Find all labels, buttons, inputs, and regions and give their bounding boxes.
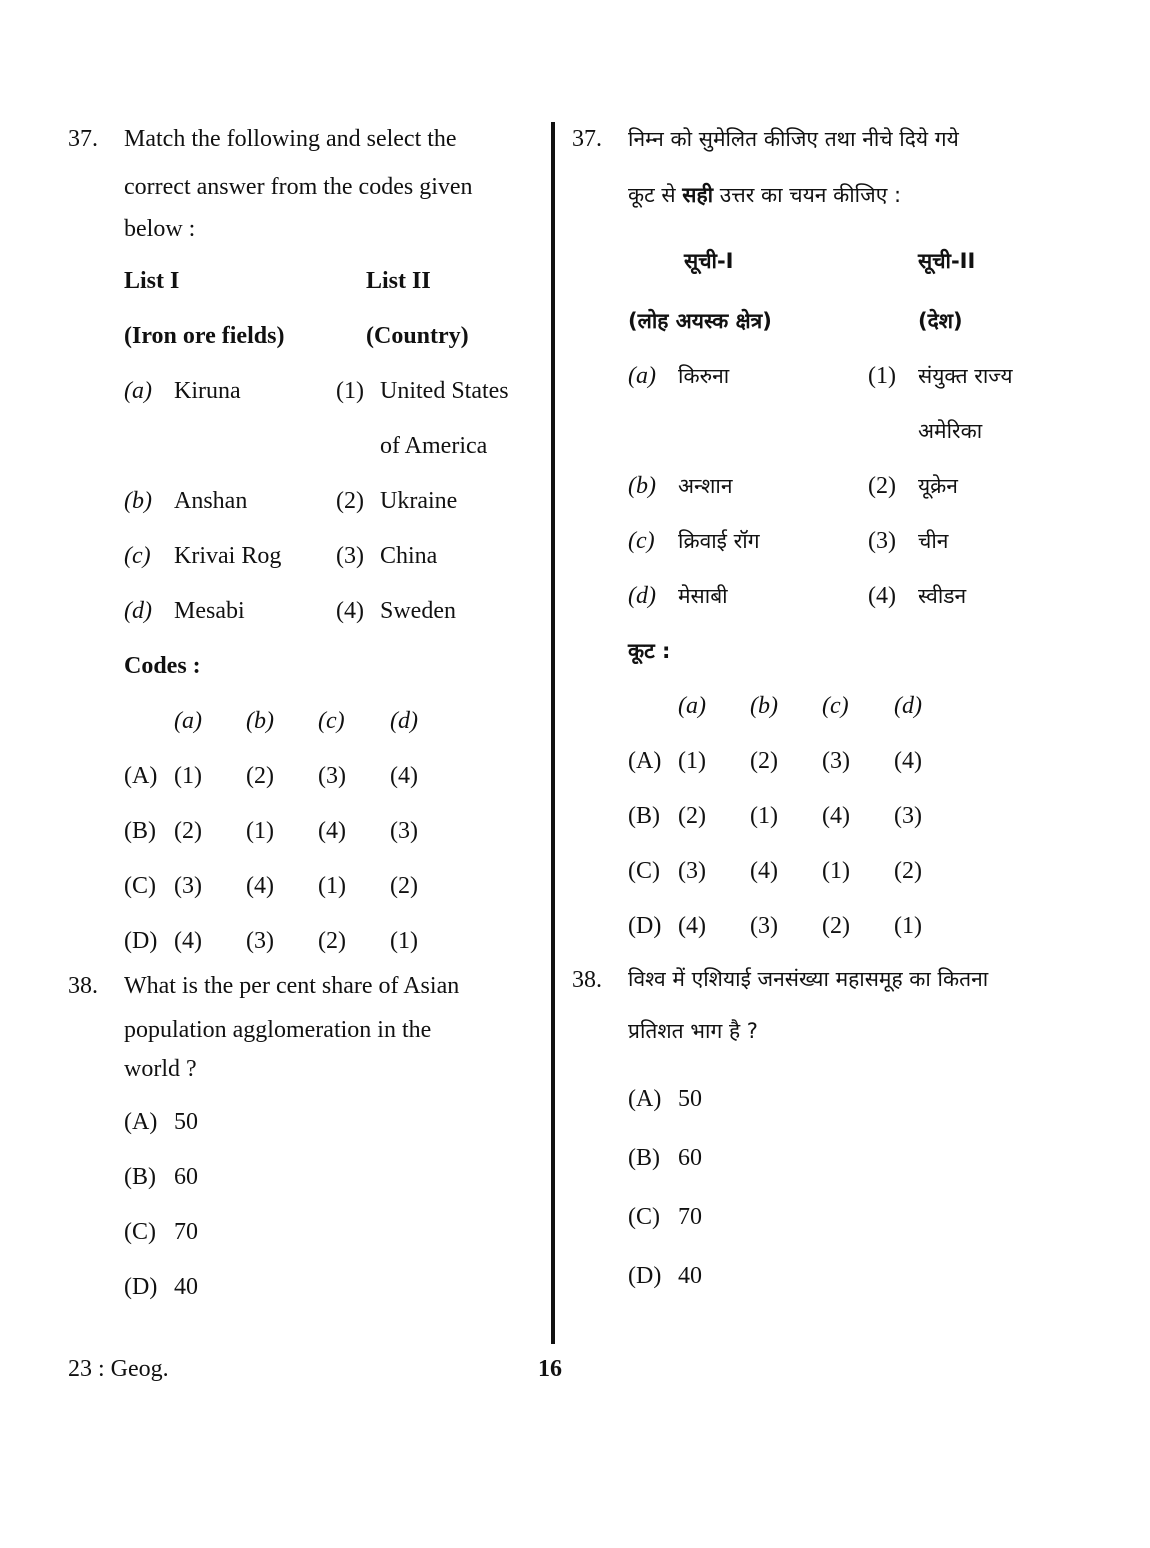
- stem-line: प्रतिशत भाग है ?: [628, 1019, 758, 1043]
- stem-line: below :: [124, 216, 196, 242]
- option-value: 50: [174, 1108, 198, 1135]
- page-number: 16: [538, 1356, 562, 1382]
- option-value: 60: [174, 1163, 198, 1190]
- codes-header: (c): [318, 707, 345, 734]
- match-pair: [628, 458, 1042, 513]
- option-value: 70: [174, 1218, 198, 1245]
- stem-line: correct answer from the codes given: [124, 174, 473, 200]
- codes-title-row: [628, 623, 1042, 678]
- match-pair-continuation: [124, 418, 538, 473]
- pair-number: (4): [868, 582, 896, 609]
- pair-left: Anshan: [174, 487, 248, 514]
- code-value: (1): [246, 817, 274, 844]
- match-pair: [124, 473, 538, 528]
- match-pair: [628, 348, 1042, 403]
- pair-right: China: [380, 542, 438, 569]
- code-option-label: (D): [628, 912, 662, 939]
- stem-text: कूट से: [628, 183, 683, 207]
- code-value: (3): [750, 912, 778, 939]
- hindi-column: [572, 115, 1042, 1305]
- pair-right-continuation: अमेरिका: [918, 418, 983, 443]
- code-value: (2): [678, 802, 706, 829]
- pair-right: United States: [380, 377, 509, 404]
- code-value: (1): [318, 872, 346, 899]
- code-value: (4): [246, 872, 274, 899]
- list-subheaders: [628, 293, 1042, 348]
- match-pair: [628, 568, 1042, 623]
- code-option-label: (B): [124, 817, 156, 844]
- codes-header: (a): [678, 692, 706, 719]
- code-option-row: [628, 733, 1042, 788]
- code-value: (3): [174, 872, 202, 899]
- list1-subheader: (Iron ore fields): [124, 322, 285, 349]
- question-37-en: [68, 115, 538, 968]
- code-value: (2): [390, 872, 418, 899]
- pair-label: (a): [628, 362, 656, 389]
- option-label: (B): [628, 1144, 660, 1171]
- code-option-row: [124, 748, 538, 803]
- answer-option[interactable]: [124, 1149, 538, 1204]
- answer-option[interactable]: [628, 1187, 1042, 1246]
- list-subheaders: [124, 308, 538, 363]
- option-label: (B): [124, 1163, 156, 1190]
- list-headers: [628, 223, 1042, 293]
- code-value: (1): [678, 747, 706, 774]
- code-option-row: [124, 858, 538, 913]
- match-pair: [628, 513, 1042, 568]
- question-number: 37.: [572, 126, 602, 152]
- question-38-hi: [572, 953, 1042, 1305]
- code-value: (3): [894, 802, 922, 829]
- code-value: (1): [750, 802, 778, 829]
- pair-label: (a): [124, 377, 152, 404]
- answer-option[interactable]: [124, 1204, 538, 1259]
- pair-right: स्वीडन: [918, 583, 967, 608]
- code-value: (4): [390, 762, 418, 789]
- pair-label: (b): [628, 472, 656, 499]
- code-value: (1): [894, 912, 922, 939]
- code-value: (4): [750, 857, 778, 884]
- pair-label: (d): [124, 597, 152, 624]
- code-value: (2): [894, 857, 922, 884]
- question-stem: [124, 968, 538, 1094]
- pair-right: Ukraine: [380, 487, 458, 514]
- pair-left: Mesabi: [174, 597, 245, 624]
- code-value: (1): [390, 927, 418, 954]
- code-value: (3): [318, 762, 346, 789]
- option-value: 60: [678, 1144, 702, 1171]
- code-value: (2): [750, 747, 778, 774]
- code-value: (1): [822, 857, 850, 884]
- pair-label: (c): [628, 527, 655, 554]
- codes-header-row: [628, 678, 1042, 733]
- stem-text: उत्तर का चयन कीजिए :: [713, 183, 902, 207]
- match-pair: [124, 583, 538, 638]
- question-stem: [124, 115, 538, 253]
- codes-title: Codes :: [124, 652, 201, 679]
- stem-line: world ?: [124, 1056, 197, 1082]
- code-option-row: [124, 803, 538, 858]
- option-label: (A): [124, 1108, 158, 1135]
- code-value: (2): [822, 912, 850, 939]
- codes-header: (d): [390, 707, 418, 734]
- code-option-label: (C): [628, 857, 660, 884]
- code-option-label: (D): [124, 927, 158, 954]
- list2-subheader: (देश): [918, 308, 963, 333]
- codes-header: (d): [894, 692, 922, 719]
- stem-line: Match the following and select the: [124, 126, 457, 152]
- pair-right: यूक्रेन: [918, 473, 958, 498]
- option-value: 40: [174, 1273, 198, 1300]
- pair-left: अन्शान: [678, 473, 733, 498]
- answer-option[interactable]: [628, 1128, 1042, 1187]
- pair-right: संयुक्त राज्य: [918, 363, 1013, 388]
- codes-header: (b): [246, 707, 274, 734]
- option-value: 70: [678, 1203, 702, 1230]
- match-pair-continuation: [628, 403, 1042, 458]
- stem-line: population agglomeration in the: [124, 1017, 432, 1043]
- code-option-label: (A): [628, 747, 662, 774]
- codes-header: (a): [174, 707, 202, 734]
- pair-number: (2): [868, 472, 896, 499]
- pair-right: Sweden: [380, 597, 456, 624]
- list1-header: List I: [124, 267, 180, 294]
- pair-left: किरुना: [678, 363, 730, 388]
- stem-line: निम्न को सुमेलित कीजिए तथा नीचे दिये गये: [628, 127, 959, 151]
- list2-header: सूची-II: [918, 249, 976, 273]
- code-option-row: [628, 843, 1042, 898]
- pair-number: (4): [336, 597, 364, 624]
- pair-label: (d): [628, 582, 656, 609]
- option-label: (C): [628, 1203, 660, 1230]
- option-value: 40: [678, 1262, 702, 1289]
- code-value: (2): [246, 762, 274, 789]
- code-value: (4): [822, 802, 850, 829]
- stem-line: What is the per cent share of Asian: [124, 973, 460, 999]
- codes-header-row: [124, 693, 538, 748]
- code-option-label: (B): [628, 802, 660, 829]
- question-38-en: [68, 968, 538, 1314]
- codes-title-row: [124, 638, 538, 693]
- pair-number: (2): [336, 487, 364, 514]
- pair-number: (1): [868, 362, 896, 389]
- pair-right: चीन: [918, 528, 949, 553]
- code-value: (3): [822, 747, 850, 774]
- code-option-row: [628, 788, 1042, 843]
- pair-left: मेसाबी: [678, 583, 728, 608]
- column-divider: [551, 122, 555, 1344]
- code-value: (2): [174, 817, 202, 844]
- codes-title: कूट :: [628, 638, 671, 663]
- codes-header: (c): [822, 692, 849, 719]
- answer-option[interactable]: [124, 1094, 538, 1149]
- option-label: (A): [628, 1085, 662, 1112]
- code-option-row: [628, 898, 1042, 953]
- pair-number: (1): [336, 377, 364, 404]
- code-option-label: (A): [124, 762, 158, 789]
- code-option-row: [124, 913, 538, 968]
- english-column: [68, 115, 538, 1314]
- code-value: (4): [894, 747, 922, 774]
- code-value: (4): [174, 927, 202, 954]
- subject-code: 23 : Geog.: [68, 1356, 169, 1382]
- code-value: (4): [318, 817, 346, 844]
- pair-left: क्रिवाई रॉग: [678, 528, 760, 553]
- pair-label: (b): [124, 487, 152, 514]
- question-number: 38.: [572, 967, 602, 993]
- code-value: (4): [678, 912, 706, 939]
- answer-option[interactable]: [124, 1259, 538, 1314]
- code-value: (2): [318, 927, 346, 954]
- pair-label: (c): [124, 542, 151, 569]
- answer-option[interactable]: [628, 1069, 1042, 1128]
- list-headers: [124, 253, 538, 308]
- pair-number: (3): [868, 527, 896, 554]
- stem-line-2: [628, 167, 1042, 223]
- pair-left: Krivai Rog: [174, 542, 282, 569]
- list2-subheader: (Country): [366, 322, 469, 349]
- match-pair: [124, 528, 538, 583]
- answer-option[interactable]: [628, 1246, 1042, 1305]
- option-label: (D): [124, 1273, 158, 1300]
- option-label: (C): [124, 1218, 156, 1245]
- stem-line: विश्व में एशियाई जनसंख्या महासमूह का कितना: [628, 967, 989, 991]
- code-value: (3): [678, 857, 706, 884]
- stem-emphasis: सही: [682, 183, 714, 207]
- code-option-label: (C): [124, 872, 156, 899]
- codes-header: (b): [750, 692, 778, 719]
- pair-number: (3): [336, 542, 364, 569]
- pair-right-continuation: of America: [380, 432, 488, 459]
- question-37-hi: [572, 115, 1042, 953]
- code-value: (1): [174, 762, 202, 789]
- code-value: (3): [246, 927, 274, 954]
- question-number: 38.: [68, 973, 98, 999]
- code-value: (3): [390, 817, 418, 844]
- list1-subheader: (लोह अयस्क क्षेत्र): [628, 308, 772, 333]
- option-label: (D): [628, 1262, 662, 1289]
- option-value: 50: [678, 1085, 702, 1112]
- pair-left: Kiruna: [174, 377, 241, 404]
- match-pair: [124, 363, 538, 418]
- question-number: 37.: [68, 126, 98, 152]
- list2-header: List II: [366, 267, 431, 294]
- list1-header: सूची-I: [684, 249, 734, 273]
